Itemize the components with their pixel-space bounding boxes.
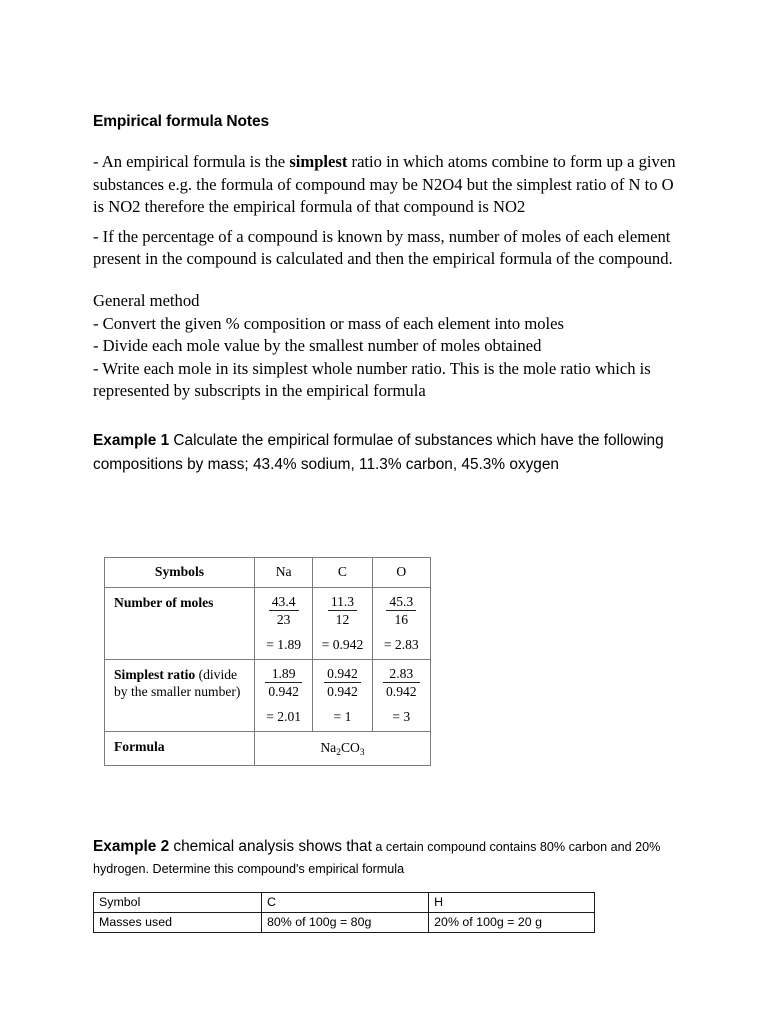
fraction-result: = 1.89 [266, 637, 302, 652]
fraction-denominator: 0.942 [268, 684, 299, 699]
paragraph-definition-post: ratio in which atoms combine to form up a given substances e.g. the formula of compound may be N2O4 but the simplest ratio of N to O is NO2 therefore the empirical formula of that compound is NO2 [93, 152, 676, 217]
table1-row-label-moles-bold: Number of moles [114, 595, 214, 610]
fraction-numerator: 43.4 [269, 594, 299, 611]
table1-cell-ratio-o [372, 660, 430, 732]
table1-header-label: Symbols [105, 558, 255, 588]
table-row [105, 588, 431, 660]
paragraph-definition-emphasis: simplest [289, 152, 348, 171]
example-2-lead: chemical analysis shows that [169, 838, 372, 855]
table1-row-label-ratio-bold: Simplest ratio [114, 667, 199, 682]
table1-row-label-ratio-regular: (divide by the smaller number) [114, 667, 241, 699]
table-row [94, 913, 595, 933]
fraction [383, 666, 420, 699]
document-body [93, 112, 677, 477]
spacer [93, 271, 677, 290]
example-2-text: a certain compound contains 80% carbon and 20% hydrogen. Determine this compound's empirical formula [93, 840, 661, 876]
table2-row-label-masses: Masses used [94, 913, 262, 933]
fraction-numerator: 45.3 [386, 594, 416, 611]
fraction-denominator: 16 [394, 612, 409, 627]
table1-row-label-ratio [105, 660, 255, 732]
table2-header-symbol: Symbol [94, 893, 262, 913]
table-row-formula [105, 732, 431, 766]
general-method-step-2: - Divide each mole value by the smallest number of moles obtained [93, 336, 542, 356]
empirical-formula-table [104, 557, 431, 766]
formula-part-na: Na [320, 740, 337, 755]
fraction [386, 594, 416, 627]
general-method-heading: General method [93, 290, 200, 310]
paragraph-percentage: - If the percentage of a compound is known by mass, number of moles of each element present in the compound is calculated and then the empirical formula of the compound. [93, 226, 673, 269]
fraction [269, 594, 299, 627]
formula-subscript-2: 2 [336, 748, 341, 758]
fraction-numerator: 2.83 [383, 666, 420, 683]
table1-cell-moles-na [254, 588, 312, 660]
fraction-result: = 2.83 [383, 637, 419, 652]
table2-header-c: C [261, 893, 428, 913]
spacer [93, 403, 677, 429]
fraction [324, 666, 361, 699]
general-method-step-1: - Convert the given % composition or mass of each element into moles [93, 313, 564, 333]
general-method-step-3: - Write each mole in its simplest whole number ratio. This is the mole ratio which is represented by subscripts in the empirical formula [93, 358, 651, 401]
example-1-text: Calculate the empirical formulae of substances which have the following compositions by mass; 43.4% sodium, 11.3% carbon, 45.3% oxygen [93, 431, 664, 473]
table1-row-label-moles [105, 588, 255, 660]
spacer [93, 219, 677, 226]
fraction-result: = 0.942 [321, 637, 364, 652]
fraction-denominator: 23 [276, 612, 291, 627]
table-row-header [105, 558, 431, 588]
fraction-denominator: 0.942 [386, 684, 417, 699]
fraction-numerator: 1.89 [265, 666, 302, 683]
table1-header-col-na: Na [254, 558, 312, 588]
page-title: Empirical formula Notes [93, 113, 269, 130]
fraction-result: = 2.01 [266, 709, 302, 724]
fraction [328, 594, 357, 627]
table1-cell-formula-value [254, 732, 430, 766]
fraction [265, 666, 302, 699]
example-2-block [93, 836, 677, 880]
table2-cell-masses-h: 20% of 100g = 20 g [429, 913, 595, 933]
table1-cell-ratio-c [313, 660, 372, 732]
table2-cell-masses-c: 80% of 100g = 80g [261, 913, 428, 933]
formula-part-co: CO [340, 740, 360, 755]
table1-header-col-c: C [313, 558, 372, 588]
example-2-heading [93, 836, 677, 880]
fraction-denominator: 12 [335, 612, 350, 627]
table2-header-h: H [429, 893, 595, 913]
fraction-result: = 1 [333, 709, 352, 724]
paragraph-definition-pre: - An empirical formula is the [93, 152, 290, 171]
example-1-label: Example 1 [93, 431, 170, 449]
table1-cell-ratio-na [254, 660, 312, 732]
masses-used-table [93, 892, 595, 933]
example-1-heading [93, 429, 677, 477]
example-2-label: Example 2 [93, 838, 170, 855]
table-row-header [94, 893, 595, 913]
fraction-result: = 3 [392, 709, 411, 724]
formula-subscript-3: 3 [359, 748, 365, 758]
table1-header-col-o: O [372, 558, 430, 588]
table-row [105, 660, 431, 732]
fraction-numerator: 0.942 [324, 666, 361, 683]
fraction-denominator: 0.942 [327, 684, 358, 699]
table1-cell-moles-c [313, 588, 372, 660]
table1-cell-moles-o [372, 588, 430, 660]
paragraph-definition [93, 151, 677, 219]
table1-row-label-formula: Formula [105, 732, 255, 766]
fraction-numerator: 11.3 [328, 594, 357, 611]
